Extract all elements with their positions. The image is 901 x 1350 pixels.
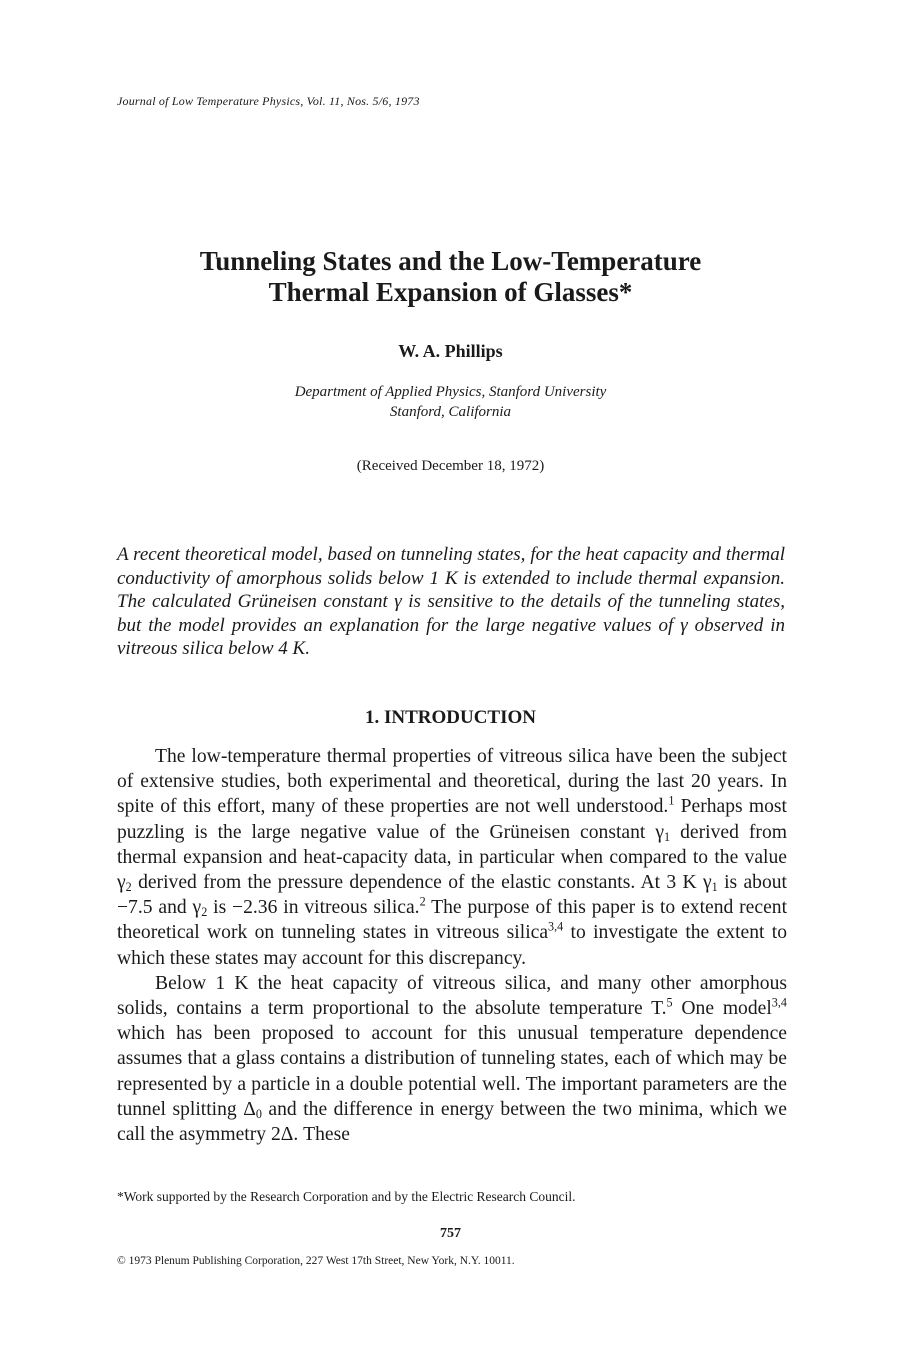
title-line-1: Tunneling States and the Low-Temperature [199, 246, 702, 276]
page-number: 757 [440, 1226, 461, 1241]
affiliation [0, 382, 901, 422]
text-run: which has been proposed to account for this unusual temperature dependence assumes that a glass contains a distribution of tunneling states, each of which may be represented by a particle in a double potential well. The important parameters are the tunnel splitting Δ [117, 1023, 787, 1120]
section-heading: 1. INTRODUCTION [364, 707, 537, 728]
paper-title [0, 246, 901, 308]
received-date: (Received December 18, 1972) [356, 458, 545, 474]
text-run: to investigate the extent to which these states may account for this discrepancy. [117, 922, 788, 969]
subscript: 2 [125, 880, 132, 895]
author: W. A. Phillips [398, 341, 503, 361]
subscript: 1 [664, 829, 671, 844]
affiliation-line-1: Department of Applied Physics, Stanford University [294, 384, 607, 400]
subscript: 1 [711, 880, 718, 895]
reference-marker: 1 [668, 794, 675, 809]
footnote: *Work supported by the Research Corporation and by the Electric Research Council. [117, 1189, 576, 1204]
paragraph-1 [117, 744, 787, 971]
reference-marker: 5 [666, 995, 673, 1010]
copyright-notice: © 1973 Plenum Publishing Corporation, 227 West 17th Street, New York, N.Y. 10011. [117, 1255, 515, 1267]
affiliation-line-2: Stanford, California [389, 404, 512, 420]
text-run: is about −7.5 and γ [117, 872, 787, 919]
text-run: derived from the pressure dependence of the elastic constants. At 3 K γ [131, 872, 712, 894]
text-run: Below 1 K the heat capacity of vitreous silica, and many other amorphous solids, contains a term proportional to the absolute temperature T. [117, 972, 787, 1020]
text-run: The purpose of this paper is to extend recent theoretical work on tunneling states in vitreous silica [117, 897, 788, 944]
journal-citation: Journal of Low Temperature Physics, Vol. 11, Nos. 5/6, 1973 [117, 94, 420, 108]
text-run: derived from thermal expansion and heat-capacity data, in particular when compared to the value γ [117, 821, 787, 894]
subscript: 2 [201, 905, 208, 920]
subscript: 0 [255, 1106, 262, 1121]
text-run: is −2.36 in vitreous silica. [207, 897, 420, 919]
text-run: and the difference in energy between the two minima, which we call the asymmetry 2Δ. These [117, 1098, 788, 1146]
text-run: One model [672, 998, 772, 1020]
abstract: A recent theoretical model, based on tunneling states, for the heat capacity and thermal conductivity of amorphous solids below 1 K is extended to include thermal expansion. The calculated Grüneisen constant γ is sensitive to the details of the tunneling states, but the model provides an explanation for the large negative values of γ observed in vitreous silica below 4 K. [117, 544, 785, 660]
reference-marker: 3,4 [771, 995, 787, 1010]
reference-marker: 2 [419, 894, 426, 909]
reference-marker: 3,4 [548, 920, 564, 935]
text-run: Perhaps most puzzling is the large negative value of the Grüneisen constant γ [117, 796, 788, 843]
title-line-2: Thermal Expansion of Glasses* [268, 277, 633, 307]
text-run: The low-temperature thermal properties of vitreous silica have been the subject of extensive studies, both experimental and theoretical, during the last 20 years. In spite of this effort, many of these properties are not well understood. [117, 746, 787, 818]
paragraph-2 [117, 971, 787, 1147]
body-text [117, 744, 787, 1147]
